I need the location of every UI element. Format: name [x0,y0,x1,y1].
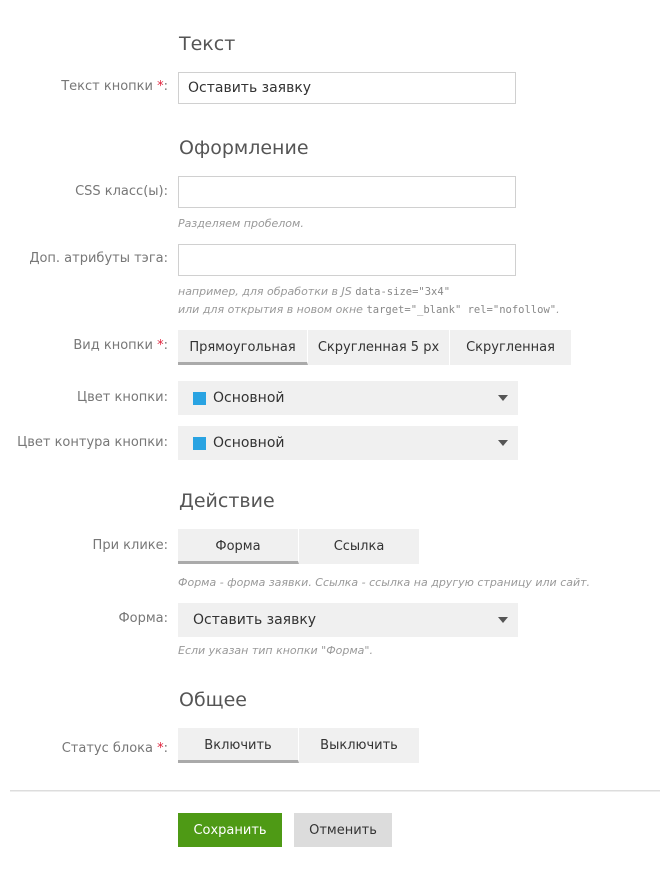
form-select-value: Оставить заявку [193,612,317,628]
cancel-button[interactable]: Отменить [294,813,392,847]
css-class-input[interactable] [178,176,516,208]
required-mark: * [157,338,164,353]
section-title-general: Общее [179,689,247,711]
button-color-value: Основной [213,390,285,406]
on-click-option-form[interactable]: Форма [178,529,299,564]
button-color-label: Цвет кнопки: [77,390,168,405]
block-status-selector [178,728,419,763]
required-mark: * [157,741,164,756]
chevron-down-icon [498,395,508,401]
button-style-option-rounded[interactable]: Скругленная [450,330,571,365]
button-color-select[interactable] [178,381,518,415]
form-hint: Если указан тип кнопки "Форма". [178,644,373,657]
button-style-option-rounded-5px[interactable]: Скругленная 5 px [308,330,450,365]
color-swatch [193,437,206,450]
tag-attrs-input[interactable] [178,244,516,276]
block-status-label: Статус блока *: [61,741,168,756]
outline-color-select[interactable] [178,426,518,460]
tag-attrs-hint-line2: или для открытия в новом окне target="_blank" rel="nofollow". [178,303,560,316]
tag-attrs-label: Доп. атрибуты тэга: [29,251,168,266]
button-text-label: Текст кнопки *: [61,79,168,94]
form-select[interactable] [178,603,518,637]
outline-color-value: Основной [213,435,285,451]
tag-attrs-hint-line1: например, для обработки в JS data-size="3x4" [178,285,451,298]
button-style-option-rectangular[interactable]: Прямоугольная [178,330,308,365]
footer-divider [10,790,660,792]
button-text-input[interactable]: Оставить заявку [178,72,516,104]
section-title-text: Текст [179,33,236,55]
outline-color-label: Цвет контура кнопки: [17,435,168,450]
section-title-design: Оформление [179,137,309,159]
color-swatch [193,392,206,405]
form-label: Форма: [118,611,168,626]
button-style-label: Вид кнопки *: [73,338,168,353]
css-class-label: CSS класс(ы): [75,184,168,199]
on-click-option-link[interactable]: Ссылка [299,529,419,564]
css-class-hint: Разделяем пробелом. [178,217,304,230]
chevron-down-icon [498,617,508,623]
on-click-label: При клике: [92,538,168,553]
section-title-action: Действие [179,490,275,512]
block-status-option-disable[interactable]: Выключить [299,728,419,763]
block-status-option-enable[interactable]: Включить [178,728,299,763]
save-button[interactable]: Сохранить [178,813,282,847]
on-click-selector [178,529,419,564]
button-style-selector [178,330,571,365]
chevron-down-icon [498,440,508,446]
required-mark: * [157,79,164,94]
on-click-hint: Форма - форма заявки. Ссылка - ссылка на другую страницу или сайт. [178,576,591,589]
